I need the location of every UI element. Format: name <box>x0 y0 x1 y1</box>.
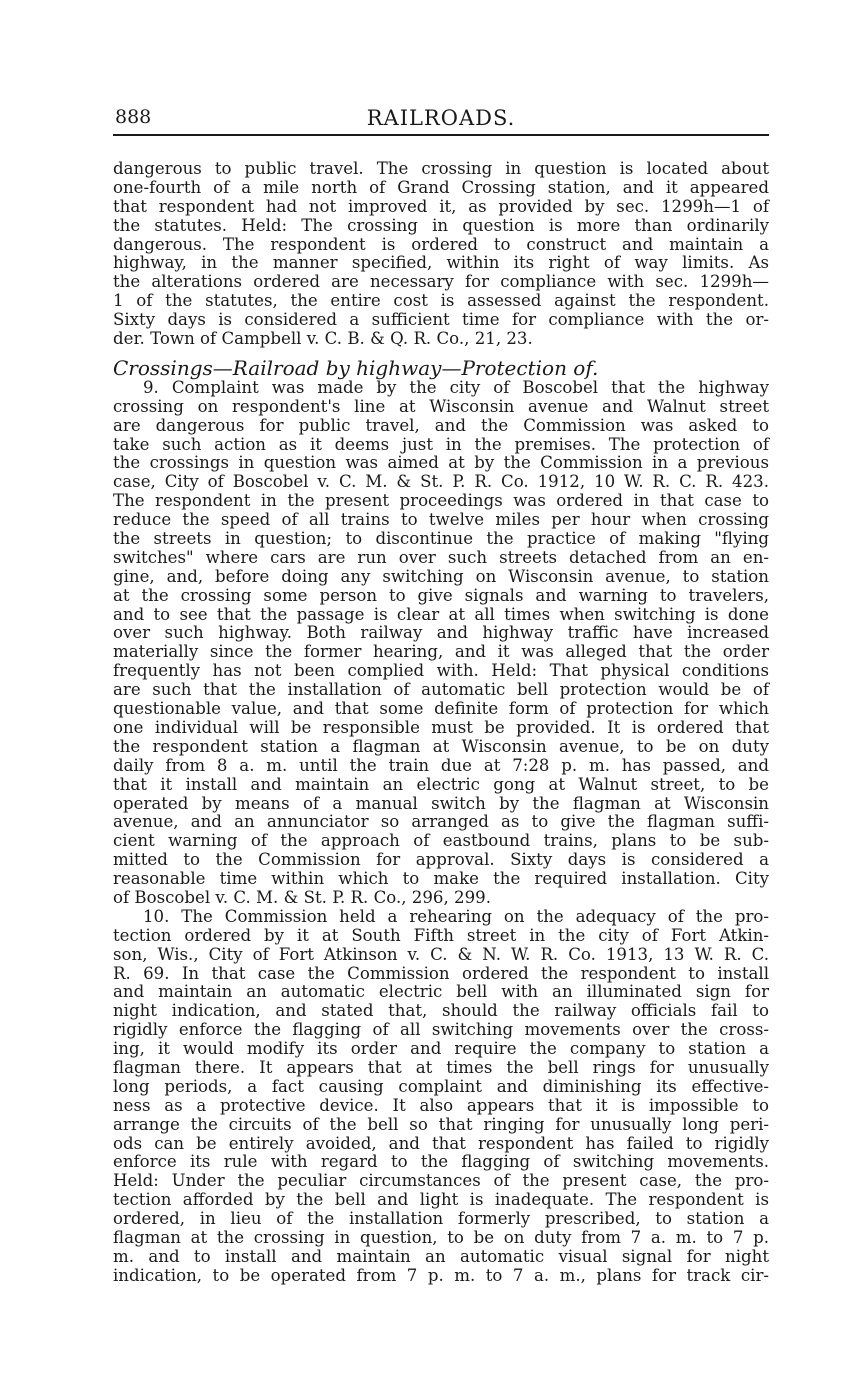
text-line: dangerous to public travel. The crossing in question is located about <box>113 159 769 178</box>
text-line: ods can be entirely avoided, and that respondent has failed to rigidly <box>113 1133 769 1153</box>
text-line: and to see that the passage is clear at all times when switching is done <box>113 604 769 624</box>
text-line: Held: Under the peculiar circumstances of the present case, the pro- <box>113 1171 769 1191</box>
text-line: reasonable time within which to make the required installation. City <box>113 869 769 889</box>
text-line: gine, and, before doing any switching on Wisconsin avenue, to station <box>113 566 769 586</box>
text-line: the crossings in question was aimed at by the Commission in a previous <box>113 453 769 473</box>
text-line: long periods, a fact causing complaint and diminishing its effective- <box>113 1076 769 1096</box>
text-line: flagman at the crossing in question, to be on duty from 7 a. m. to 7 p. <box>113 1227 769 1247</box>
text-line: are dangerous for public travel, and the Commission was asked to <box>113 415 769 435</box>
text-line: 9. Complaint was made by the city of Boscobel that the highway <box>143 377 769 397</box>
text-line: one individual will be responsible must be provided. It is ordered that <box>113 717 769 737</box>
text-line: operated by means of a manual switch by the flagman at Wisconsin <box>113 793 769 813</box>
text-line: enforce its rule with regard to the flagging of switching movements. <box>113 1152 769 1172</box>
text-line: are such that the installation of automatic bell protection would be of <box>113 680 769 700</box>
text-line: flagman there. It appears that at times the bell rings for unusually <box>113 1057 769 1077</box>
text-line: ordered, in lieu of the installation formerly prescribed, to station a <box>113 1209 769 1229</box>
text-line: of Boscobel v. C. M. & St. P. R. Co., 296, 299. <box>113 887 491 907</box>
text-line: mitted to the Commission for approval. Sixty days is considered a <box>113 850 769 870</box>
text-line: 1 of the statutes, the entire cost is assessed against the respondent. <box>113 291 769 311</box>
text-line: night indication, and stated that, should the railway officials fail to <box>113 1001 769 1021</box>
text-line: The respondent in the present proceedings was ordered in that case to <box>113 491 769 511</box>
text-line: crossing on respondent's line at Wisconsin avenue and Walnut street <box>113 396 769 416</box>
paragraph-continued <box>113 160 769 349</box>
text-line: tection ordered by it at South Fifth street in the city of Fort Atkin- <box>113 925 769 945</box>
text-line: questionable value, and that some definite form of protection for which <box>113 699 769 719</box>
text-line: the alterations ordered are necessary for compliance with sec. 1299h— <box>113 272 769 292</box>
text-line: one-fourth of a mile north of Grand Crossing station, and it appeared <box>113 177 769 197</box>
text-line: materially since the former hearing, and it was alleged that the order <box>113 642 769 662</box>
text-line: at the crossing some person to give signals and warning to travelers, <box>113 585 769 605</box>
text-line: dangerous. The respondent is ordered to construct and maintain a <box>113 234 769 254</box>
text-line: avenue, and an annunciator so arranged as to give the flagman suffi- <box>113 812 769 832</box>
text-line: the respondent station a flagman at Wisconsin avenue, to be on duty <box>113 736 769 756</box>
text-line: the statutes. Held: The crossing in question is more than ordinarily <box>113 215 769 235</box>
text-line: Sixty days is considered a sufficient time for compliance with the or- <box>113 310 769 330</box>
text-line: that it install and maintain an electric gong at Walnut street, to be <box>113 774 769 794</box>
text-line: frequently has not been complied with. Held: That physical conditions <box>113 661 769 681</box>
body-text <box>113 160 769 1286</box>
text-line: indication, to be operated from 7 p. m. to 7 a. m., plans for track cir- <box>113 1265 769 1285</box>
text-line: ness as a protective device. It also appears that it is impossible to <box>113 1095 769 1115</box>
text-line: over such highway. Both railway and highway traffic have increased <box>113 623 769 643</box>
text-line: case, City of Boscobel v. C. M. & St. P. R. Co. 1912, 10 W. R. C. R. 423. <box>113 472 769 492</box>
paragraph-9 <box>113 379 769 908</box>
text-line: der. Town of Campbell v. C. B. & Q. R. Co., 21, 23. <box>113 329 533 349</box>
paragraph-10 <box>113 908 769 1286</box>
text-line: 10. The Commission held a rehearing on the adequacy of the pro- <box>143 906 769 926</box>
text-line: switches" where cars are run over such streets detached from an en- <box>113 547 769 567</box>
text-line: cient warning of the approach of eastbound trains, plans to be sub- <box>113 831 769 851</box>
text-line: and maintain an automatic electric bell with an illuminated sign for <box>113 982 769 1002</box>
text-line: tection afforded by the bell and light is inadequate. The respondent is <box>113 1190 769 1210</box>
text-line: son, Wis., City of Fort Atkinson v. C. & N. W. R. Co. 1913, 13 W. R. C. <box>113 944 769 964</box>
text-line: m. and to install and maintain an automatic visual signal for night <box>113 1246 769 1266</box>
text-line: reduce the speed of all trains to twelve miles per hour when crossing <box>113 510 769 530</box>
text-line: take such action as it deems just in the premises. The protection of <box>113 434 769 454</box>
text-line: that respondent had not improved it, as provided by sec. 1299h—1 of <box>113 196 769 216</box>
section-heading: Crossings—Railroad by highway—Protection of. <box>113 355 599 380</box>
page-number: 888 <box>115 106 152 128</box>
text-line: ing, it would modify its order and require the company to station a <box>113 1039 769 1059</box>
running-head: RAILROADS. <box>366 106 516 130</box>
text-line: R. 69. In that case the Commission ordered the respondent to install <box>113 963 769 983</box>
text-line: highway, in the manner specified, within its right of way limits. As <box>113 253 769 273</box>
text-line: daily from 8 a. m. until the train due at 7:28 p. m. has passed, and <box>113 755 769 775</box>
page-header <box>113 106 769 136</box>
text-line: rigidly enforce the flagging of all switching movements over the cross- <box>113 1020 769 1040</box>
text-line: arrange the circuits of the bell so that ringing for unusually long peri- <box>113 1114 769 1134</box>
text-line: the streets in question; to discontinue the practice of making "flying <box>113 529 769 549</box>
